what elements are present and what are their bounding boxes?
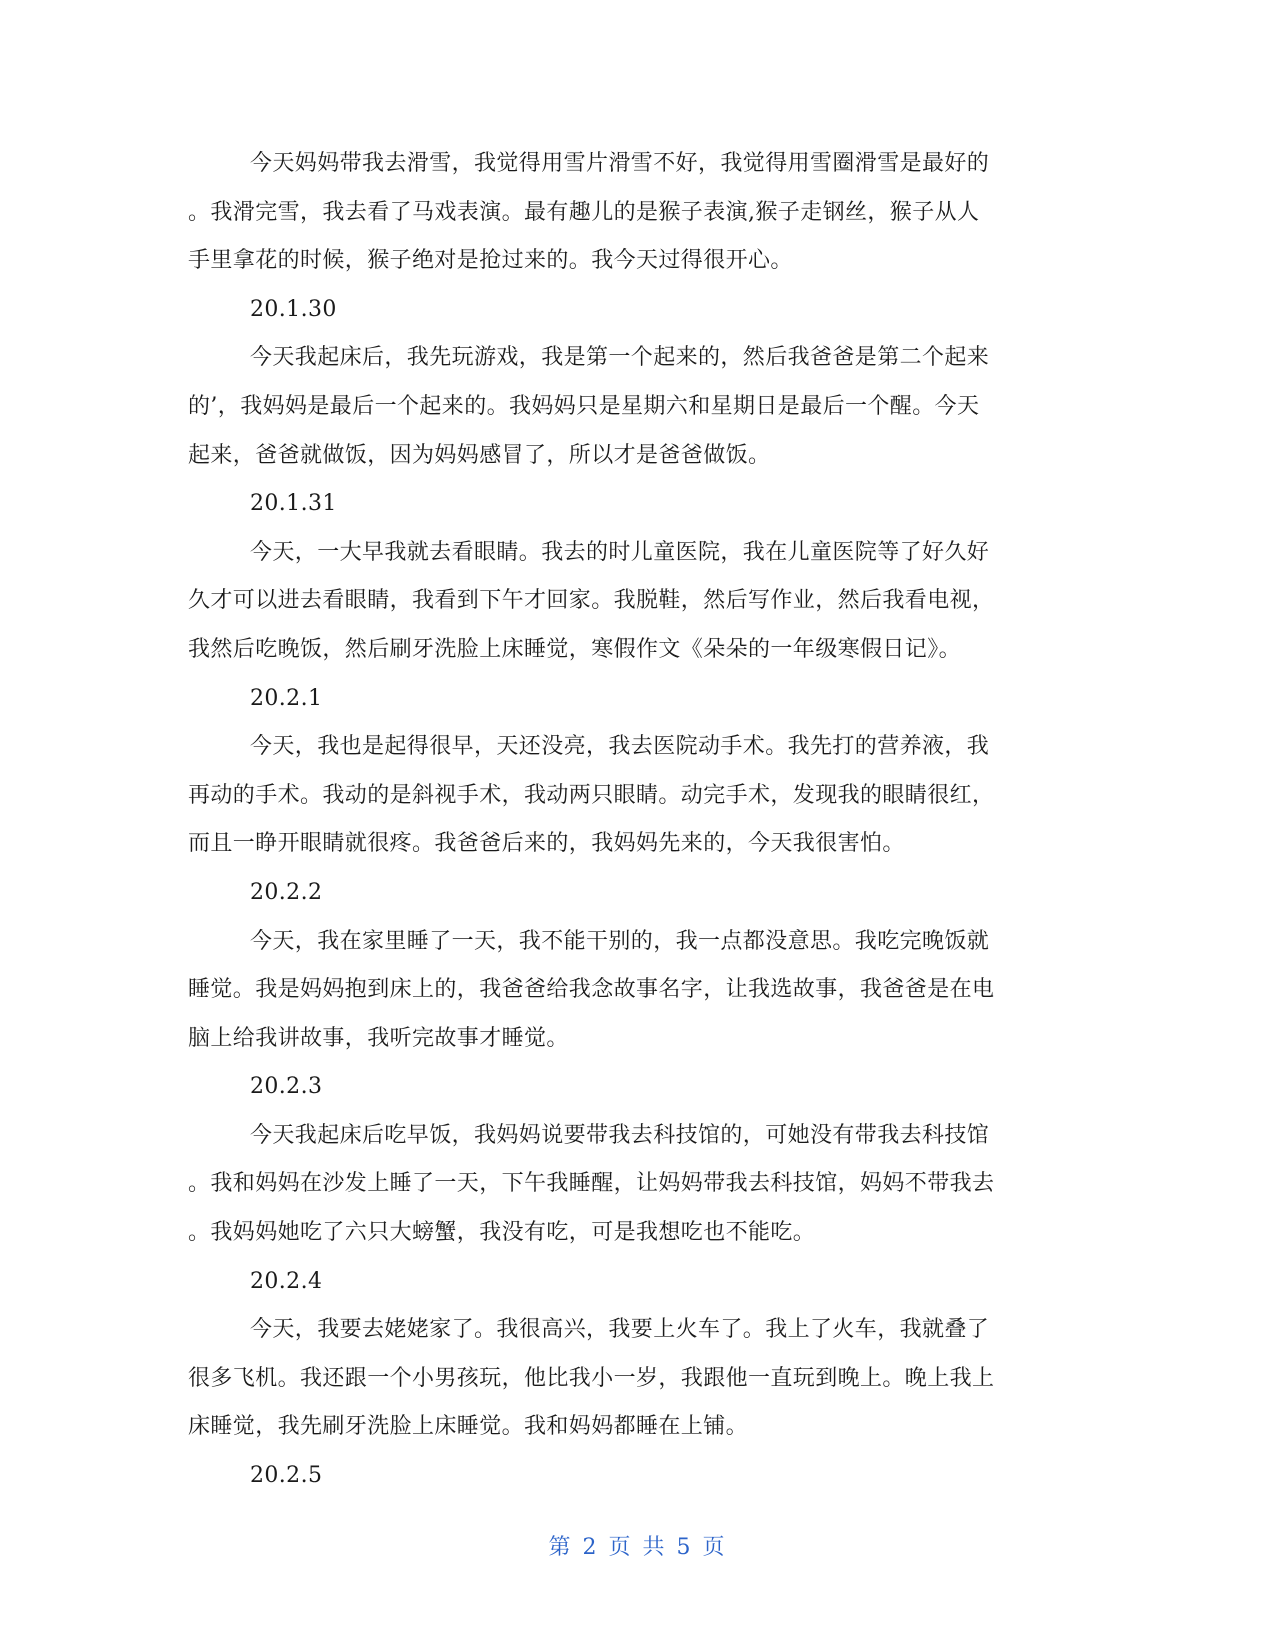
text-line: 。我妈妈她吃了六只大螃蟹，我没有吃，可是我想吃也不能吃。 xyxy=(188,1220,816,1246)
date-heading: 20.1.30 xyxy=(250,296,337,322)
text-line: 今天，我在家里睡了一天，我不能干别的，我一点都没意思。我吃完晚饭就 xyxy=(250,928,990,954)
text-line: 我然后吃晚饭，然后刷牙洗脸上床睡觉，寒假作文《朵朵的一年级寒假日记》。 xyxy=(188,636,962,662)
text-line: 而且一睁开眼睛就很疼。我爸爸后来的，我妈妈先来的，今天我很害怕。 xyxy=(188,831,905,857)
text-line: 再动的手术。我动的是斜视手术，我动两只眼睛。动完手术，发现我的眼睛很红， xyxy=(188,782,995,808)
text-line: 床睡觉，我先刷牙洗脸上床睡觉。我和妈妈都睡在上铺。 xyxy=(188,1414,749,1440)
date-heading: 20.2.2 xyxy=(250,879,323,905)
text-line: 久才可以进去看眼睛，我看到下午才回家。我脱鞋，然后写作业，然后我看电视， xyxy=(188,588,995,614)
text-line: 的’，我妈妈是最后一个起来的。我妈妈只是星期六和星期日是最后一个醒。今天 xyxy=(188,393,980,419)
text-line: 今天妈妈带我去滑雪，我觉得用雪片滑雪不好，我觉得用雪圈滑雪是最好的 xyxy=(250,151,990,176)
footer-total-word: 共 xyxy=(642,1535,667,1560)
text-line: 今天，我也是起得很早，天还没亮，我去医院动手术。我先打的营养液，我 xyxy=(250,734,990,760)
text-line: 很多飞机。我还跟一个小男孩玩，他比我小一岁，我跟他一直玩到晚上。晚上我上 xyxy=(188,1365,995,1391)
text-line: 起来，爸爸就做饭，因为妈妈感冒了，所以才是爸爸做饭。 xyxy=(188,442,771,468)
date-heading: 20.2.5 xyxy=(250,1463,323,1489)
date-heading: 20.2.4 xyxy=(250,1268,323,1294)
footer-suffix: 页 xyxy=(702,1535,727,1560)
text-line: 今天，一大早我就去看眼睛。我去的时儿童医院，我在儿童医院等了好久好 xyxy=(250,539,990,565)
footer-page-word: 页 xyxy=(608,1535,633,1560)
text-line: 今天，我要去姥姥家了。我很高兴，我要上火车了。我上了火车，我就叠了 xyxy=(250,1317,990,1343)
current-page-number: 2 xyxy=(582,1535,599,1560)
page-footer xyxy=(0,1530,1275,1561)
date-heading: 20.2.1 xyxy=(250,685,323,711)
text-line: 睡觉。我是妈妈抱到床上的，我爸爸给我念故事名字，让我选故事，我爸爸是在电 xyxy=(188,977,995,1003)
text-line: 今天我起床后吃早饭，我妈妈说要带我去科技馆的，可她没有带我去科技馆 xyxy=(250,1122,990,1148)
text-line: 。我滑完雪，我去看了马戏表演。最有趣儿的是猴子表演,猴子走钢丝，猴子从人 xyxy=(188,199,980,225)
footer-prefix: 第 xyxy=(548,1535,573,1560)
total-page-number: 5 xyxy=(676,1535,693,1560)
text-line: 手里拿花的时候，猴子绝对是抢过来的。我今天过得很开心。 xyxy=(188,248,793,274)
date-heading: 20.1.31 xyxy=(250,491,337,517)
date-heading: 20.2.3 xyxy=(250,1074,323,1100)
text-line: 今天我起床后，我先玩游戏，我是第一个起来的，然后我爸爸是第二个起来 xyxy=(250,345,990,371)
text-line: 脑上给我讲故事，我听完故事才睡觉。 xyxy=(188,1025,569,1051)
document-body xyxy=(188,140,1088,1501)
text-line: 。我和妈妈在沙发上睡了一天，下午我睡醒，让妈妈带我去科技馆，妈妈不带我去 xyxy=(188,1171,995,1197)
